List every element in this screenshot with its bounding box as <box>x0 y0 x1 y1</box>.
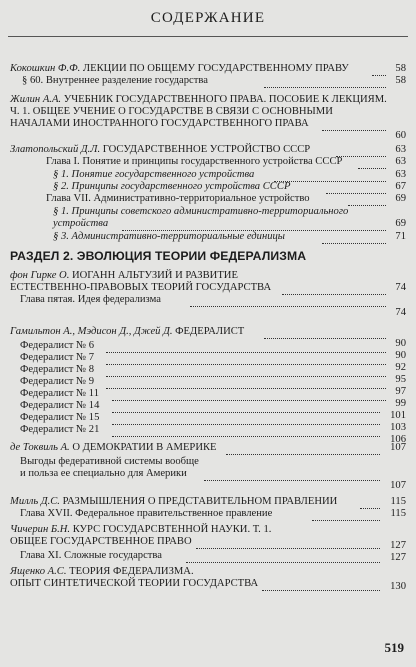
page-ref: 101 <box>390 410 406 421</box>
page-ref: 127 <box>390 552 406 563</box>
dot-leader <box>106 363 386 365</box>
dot-leader <box>264 86 386 88</box>
toc-entry-zlatopolsky[interactable] <box>10 144 310 157</box>
entry-title: КУРС ГОСУДАРСВТЕННОЙ НАУКИ. Т. 1. <box>70 524 272 535</box>
toc-entry-tocqueville-a[interactable]: Выгоды федеративной системы вообще <box>20 456 199 467</box>
dot-leader <box>360 507 380 509</box>
author-name: Златопольский Д.Л. <box>10 144 101 155</box>
toc-entry-fed-14[interactable]: Федералист № 14 <box>20 400 100 411</box>
dot-leader <box>186 561 380 563</box>
dot-leader <box>372 74 386 76</box>
page-ref: 63 <box>395 144 406 155</box>
toc-entry-yashchenko-line2: ОПЫТ СИНТЕТИЧЕСКОЙ ТЕОРИИ ГОСУДАРСТВА <box>10 578 259 589</box>
page-ref: 60 <box>395 130 406 141</box>
dot-leader <box>190 305 386 307</box>
dot-leader <box>106 387 386 389</box>
page-ref: 106 <box>390 434 406 445</box>
toc-entry-tocqueville[interactable] <box>10 442 217 455</box>
toc-entry-zhilin-line3: НАЧАЛАМИ ИНОСТРАННОГО ГОСУДАРСТВЕННОГО ПРАВА <box>10 118 309 129</box>
page-number: 519 <box>384 640 404 655</box>
page-ref: 99 <box>395 398 406 409</box>
toc-entry-zlat-ch1-2[interactable]: § 2. Принципы государственного устройства СССР <box>53 181 291 192</box>
entry-title: ГОСУДАРСТВЕННОЕ УСТРОЙСТВО СССР <box>100 144 311 155</box>
dot-leader <box>112 435 380 437</box>
entry-title: ИОГАНН АЛЬТУЗИЙ И РАЗВИТИЕ <box>69 270 238 281</box>
page-ref: 127 <box>390 540 406 551</box>
toc-entry-tocqueville-b: и польза ее специально для Америки <box>20 468 187 479</box>
toc-entry-kokoshkin-60[interactable]: § 60. Внутреннее разделение государства <box>22 75 208 86</box>
toc-entry-gierke-line2: ЕСТЕСТВЕННО-ПРАВОВЫХ ТЕОРИЙ ГОСУДАРСТВА <box>10 282 272 293</box>
page-ref: 90 <box>395 338 406 349</box>
page-ref: 71 <box>395 231 406 242</box>
dot-leader <box>204 479 380 481</box>
toc-entry-chicherin-ch11[interactable]: Глава XI. Сложные государства <box>20 550 162 561</box>
page-ref: 67 <box>395 181 406 192</box>
dot-leader <box>262 589 380 591</box>
dot-leader <box>274 180 386 182</box>
page-ref: 130 <box>390 581 406 592</box>
toc-entry-fed-8[interactable]: Федералист № 8 <box>20 364 95 375</box>
dot-leader <box>112 411 380 413</box>
entry-title: РАЗМЫШЛЕНИЯ О ПРЕДСТАВИТЕЛЬНОМ ПРАВЛЕНИИ <box>59 496 338 507</box>
toc-entry-hamilton[interactable] <box>10 326 244 339</box>
author-name: де Токвиль А. <box>10 442 70 453</box>
dot-leader <box>358 167 386 169</box>
toc-entry-fed-11[interactable]: Федералист № 11 <box>20 388 100 399</box>
page-ref: 58 <box>395 63 406 74</box>
author-name: Жилин А.А. <box>10 94 62 105</box>
page-ref: 90 <box>395 350 406 361</box>
toc-entry-kokoshkin[interactable] <box>10 63 349 76</box>
dot-leader <box>326 192 386 194</box>
entry-title: ФЕДЕРАЛИСТ <box>172 326 245 337</box>
entry-title: УЧЕБНИК ГОСУДАРСТВЕННОГО ПРАВА. ПОСОБИЕ К ЛЕКЦИЯМ. <box>61 94 387 105</box>
dot-leader <box>226 453 380 455</box>
page-ref: 115 <box>390 496 406 507</box>
author-name: Кокошкин Ф.Ф. <box>10 63 81 74</box>
toc-entry-zlat-ch7-1[interactable]: § 1. Принципы советского административно-территориального <box>53 206 349 217</box>
toc-entry-yashchenko[interactable] <box>10 566 194 579</box>
page-ref: 107 <box>390 442 406 453</box>
page-ref: 58 <box>395 75 406 86</box>
page-ref: 74 <box>395 282 406 293</box>
toc-entry-zlat-ch1-1[interactable]: § 1. Понятие государственного устройства <box>53 169 255 180</box>
page-ref: 103 <box>390 422 406 433</box>
dot-leader <box>322 129 386 131</box>
entry-title: ТЕОРИЯ ФЕДЕРАЛИЗМА. <box>66 566 194 577</box>
dot-leader <box>282 293 386 295</box>
section-heading: РАЗДЕЛ 2. ЭВОЛЮЦИЯ ТЕОРИИ ФЕДЕРАЛИЗМА <box>10 249 307 263</box>
running-head: СОДЕРЖАНИЕ <box>150 10 266 26</box>
toc-entry-zlat-ch1[interactable]: Глава I. Понятие и принципы государственного устройства СССР <box>46 156 343 167</box>
toc-entry-fed-7[interactable]: Федералист № 7 <box>20 352 95 363</box>
author-name: Милль Д.С. <box>10 496 60 507</box>
dot-leader <box>312 519 380 521</box>
toc-entry-zhilin-line2: Ч. 1. ОБЩЕЕ УЧЕНИЕ О ГОСУДАРСТВЕ В СВЯЗИ С ОСНОВНЫМИ <box>10 106 333 117</box>
dot-leader <box>264 337 386 339</box>
toc-entry-gierke-ch5[interactable]: Глава пятая. Идея федерализма <box>20 294 161 305</box>
toc-entry-chicherin[interactable] <box>10 524 271 537</box>
page-ref: 97 <box>395 386 406 397</box>
author-name: Чичерин Б.Н. <box>10 524 71 535</box>
author-name: фон Гирке О. <box>10 270 70 281</box>
dot-leader <box>322 242 386 244</box>
toc-entry-zlat-ch7[interactable]: Глава VII. Административно-территориальное устройство <box>46 193 310 204</box>
dot-leader <box>336 155 386 157</box>
author-name: Ященко А.С. <box>10 566 67 577</box>
page-ref: 69 <box>395 193 406 204</box>
page-ref: 63 <box>395 156 406 167</box>
dot-leader <box>106 351 386 353</box>
page-ref: 69 <box>395 218 406 229</box>
toc-entry-zlat-ch7-1-cont: устройства <box>53 218 109 229</box>
dot-leader <box>112 399 386 401</box>
dot-leader <box>196 547 380 549</box>
page-ref: 107 <box>390 480 406 491</box>
page-ref: 74 <box>395 307 406 318</box>
author-name: Гамильтон А., Мэдисон Д., Джей Д. <box>10 326 173 337</box>
toc-entry-zlat-ch7-3[interactable]: § 3. Административно-территориальные единицы <box>53 231 285 242</box>
head-rule <box>8 36 408 37</box>
toc-entry-fed-15[interactable]: Федералист № 15 <box>20 412 100 423</box>
dot-leader <box>106 375 386 377</box>
toc-entry-zhilin[interactable] <box>10 94 387 107</box>
page-ref: 95 <box>395 374 406 385</box>
toc-entry-chicherin-line2: ОБЩЕЕ ГОСУДАРСТВЕННОЕ ПРАВО <box>10 536 192 547</box>
page-ref: 115 <box>390 508 406 519</box>
toc-entry-mill[interactable] <box>10 496 337 509</box>
toc-entry-mill-ch17[interactable]: Глава XVII. Федеральное правительственное правление <box>20 508 273 519</box>
toc-entry-fed-6[interactable]: Федералист № 6 <box>20 340 95 351</box>
dot-leader <box>348 204 386 206</box>
page-ref: 63 <box>395 169 406 180</box>
toc-entry-fed-9[interactable]: Федералист № 9 <box>20 376 95 387</box>
page-ref: 92 <box>395 362 406 373</box>
dot-leader <box>112 423 380 425</box>
toc-entry-fed-21[interactable]: Федералист № 21 <box>20 424 100 435</box>
entry-title: ЛЕКЦИИ ПО ОБЩЕМУ ГОСУДАРСТВЕННОМУ ПРАВУ <box>80 63 349 74</box>
entry-title: О ДЕМОКРАТИИ В АМЕРИКЕ <box>69 442 217 453</box>
toc-entry-gierke[interactable] <box>10 270 238 283</box>
